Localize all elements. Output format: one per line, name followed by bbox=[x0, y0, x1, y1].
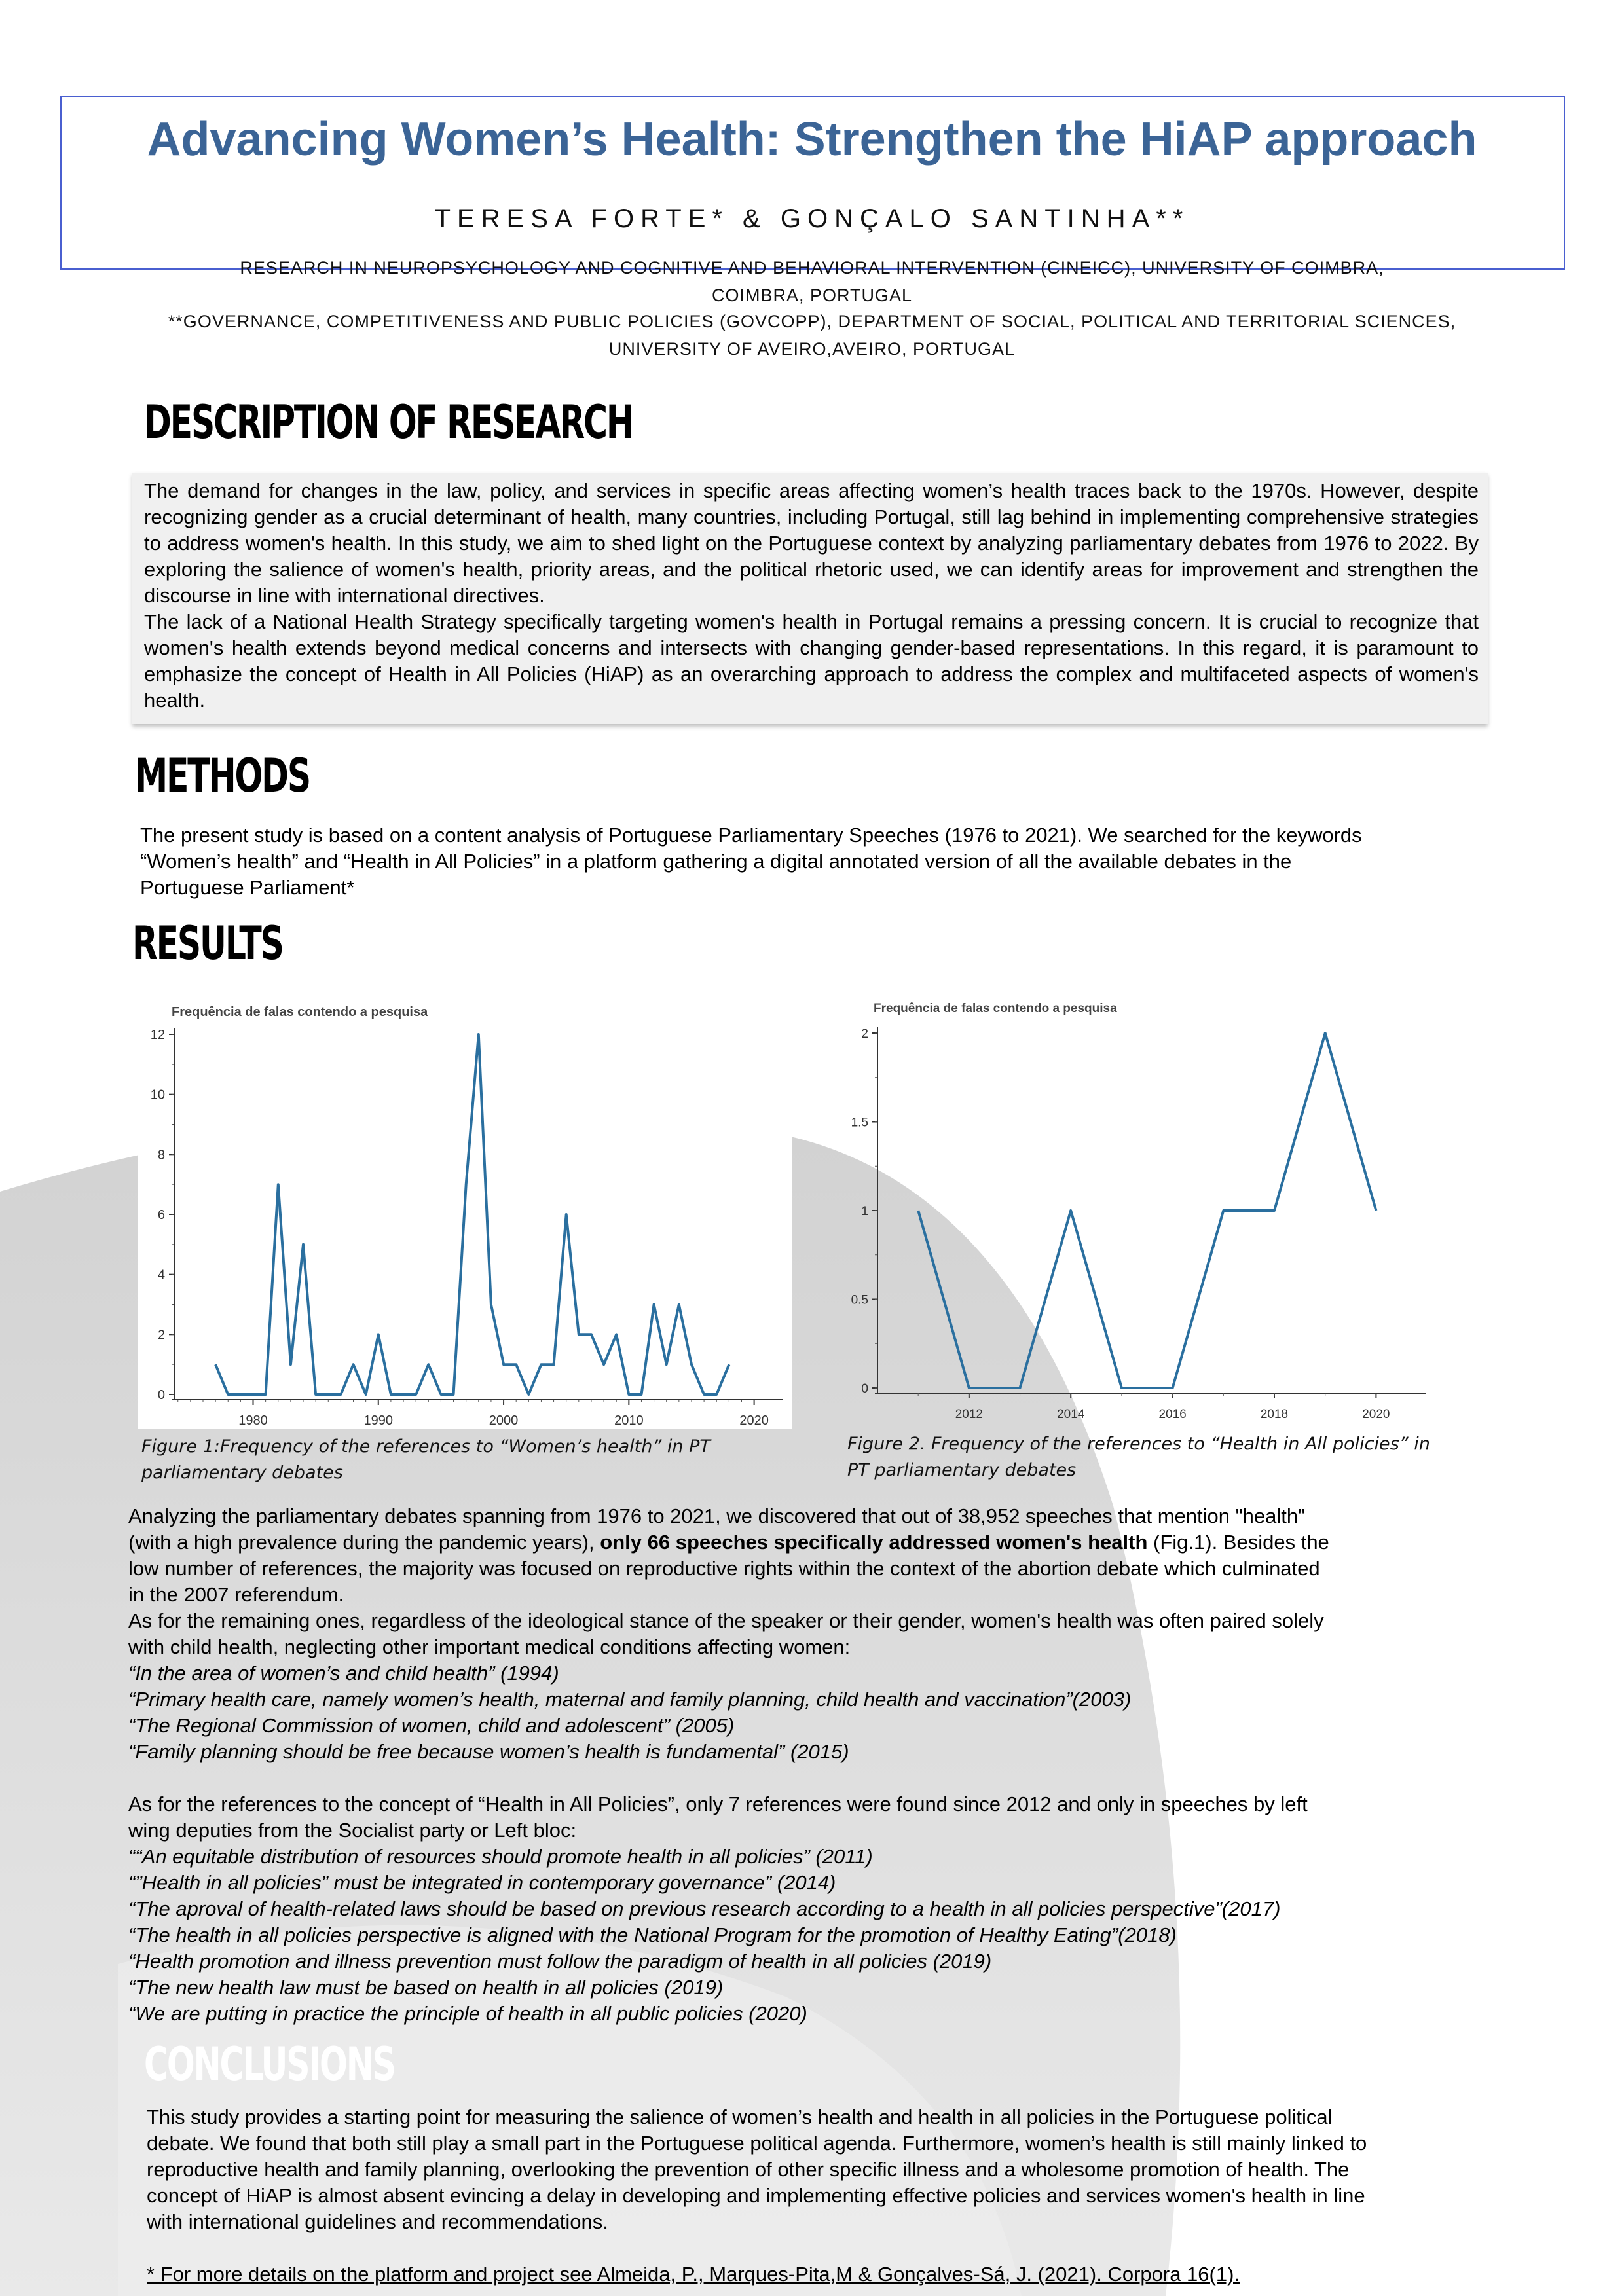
x-tick-label: 1990 bbox=[363, 1413, 394, 1428]
y-tick-label: 0 bbox=[861, 1382, 868, 1396]
y-tick-label: 1 bbox=[861, 1205, 868, 1218]
affiliation-2: **GOVERNANCE, COMPETITIVENESS AND PUBLIC POLICIES (GOVCOPP), DEPARTMENT OF SOCIAL, POLITICAL AND TERRITORIAL SCIENCES, UNIVERSITY OF AVEIRO,AVEIRO, PORTUGAL bbox=[168, 312, 1456, 359]
chart-health-in-all-policies bbox=[825, 987, 1441, 1431]
description-paragraph-1: The demand for changes in the law, policy, and services in specific areas affecting women’s health traces back to the 1970s. However, despite recognizing gender as a crucial determinant of health, many countries, including Portugal, still lag behind in implementing comprehensive strategies to address women's health. In this study, we aim to shed light on the Portuguese context by analyzing parliamentary debates from 1976 to 2022. By exploring the salience of women's health, priority areas, and the political rhetoric used, we can identify areas for improvement and strengthen the discourse in line with international directives. bbox=[144, 479, 1479, 607]
results-heading: RESULTS bbox=[132, 917, 283, 970]
footnote: * For more details on the platform and project see Almeida, P., Marques-Pita,M & Gonçalves-Sá, J. (2021). Corpora 16(1). bbox=[147, 2263, 1240, 2286]
methods-text: The present study is based on a content analysis of Portuguese Parliamentary Speeches (1976 to 2021). We searched for the keywords “Women’s health” and “Health in All Policies” in a platform gathering a digital annotated version of all the available debates in the Portuguese Parliament* bbox=[140, 824, 1362, 899]
key-finding: only 66 speeches specifically addressed women's health bbox=[600, 1531, 1148, 1554]
quote: “Family planning should be free because women’s health is fundamental” (2015) bbox=[128, 1740, 849, 1763]
description-paragraph-2: The lack of a National Health Strategy specifically targeting women's health in Portugal remains a pressing concern. It is crucial to recognize that women's health extends beyond medical concerns and intersects with changing gender-based representations. In this regard, it is paramount to emphasize the concept of Health in All Policies (HiAP) as an overarching approach to address the complex and multifaceted aspects of women's health. bbox=[144, 610, 1479, 712]
y-tick-label: 6 bbox=[157, 1208, 165, 1222]
x-tick-label: 2000 bbox=[489, 1413, 519, 1428]
results-findings: Analyzing the parliamentary debates spanning from 1976 to 2021, we discovered that out of 38,952 speeches that mention "health" (with a high prevalence during the pandemic years), only 66 speeches specifically addressed women's health (Fig.1). Besides the low number of references, the majority was focused on reproductive rights within the context of the abortion debate which culminated in the 2007 referendum. As for the remaining ones, regardless of the ideological stance of the speaker or their gender, women's health was often paired solely with child health, neglecting other important medical conditions affecting women: “In the area of women’s and child health” (1994) “Primary health care, namely women’s health, maternal and family planning, child health and vaccination”(2003) “The Regional Commission of women, child and adolescent” (2005) “Family planning should be free because women’s health is fundamental” (2015) As for the references to the concept of “Health in All Policies”, only 7 references were found since 2012 and only in speeches by left wing deputies from the Socialist party or Left bloc: ““An equitable distribution of resources should promote health in all policies” (2011) “”Health in all policies” must be integrated in contemporary governance” (2014) “The aproval of health-related laws should be based on previous research according to a health in all policies perspective”(2017) “The health in all policies perspective is aligned with the National Program for the promotion of Healthy Eating”(2018) “Health promotion and illness prevention must follow the paradigm of health in all policies (2019) “The new health law must be based on health in all policies (2019) “We are putting in practice the principle of health in all public policies (2020) bbox=[128, 1503, 1329, 2027]
quote: ““An equitable distribution of resources should promote health in all policies” (2011) bbox=[128, 1845, 873, 1868]
x-tick-label: 2012 bbox=[955, 1408, 983, 1421]
chart-title: Frequência de falas contendo a pesquisa bbox=[172, 1005, 428, 1019]
y-tick-label: 12 bbox=[150, 1028, 165, 1042]
chart-womens-health bbox=[138, 989, 792, 1429]
y-tick-label: 8 bbox=[157, 1148, 165, 1163]
x-tick-label: 2016 bbox=[1158, 1408, 1187, 1421]
y-tick-label: 4 bbox=[157, 1267, 165, 1283]
y-tick-label: 2 bbox=[861, 1027, 868, 1041]
quote: “Health promotion and illness prevention must follow the paradigm of health in all policies (2019) bbox=[128, 1950, 992, 1973]
poster-title: Advancing Women’s Health: Strengthen the HiAP approach bbox=[147, 113, 1477, 166]
x-tick-label: 2014 bbox=[1057, 1408, 1085, 1421]
x-tick-label: 2018 bbox=[1260, 1408, 1289, 1421]
description-heading: DESCRIPTION OF RESEARCH bbox=[144, 395, 633, 449]
quote: “The aproval of health-related laws should be based on previous research according to a health in all policies perspective”(2017) bbox=[128, 1897, 1281, 1920]
description-text bbox=[144, 478, 1479, 714]
quote: “In the area of women’s and child health” (1994) bbox=[128, 1662, 559, 1685]
chart-title: Frequência de falas contendo a pesquisa bbox=[874, 1002, 1117, 1015]
y-tick-label: 0.5 bbox=[851, 1293, 868, 1307]
quote: “We are putting in practice the principle of health in all public policies (2020) bbox=[128, 2002, 807, 2025]
figure-2-caption: Figure 2. Frequency of the references to “Health in All policies” in PT parliamentary debates bbox=[847, 1434, 1430, 1480]
quote: “”Health in all policies” must be integrated in contemporary governance” (2014) bbox=[128, 1871, 836, 1894]
figure-1-caption: Figure 1:Frequency of the references to “Women’s health” in PT parliamentary debates bbox=[141, 1436, 710, 1483]
affiliation-1: RESEARCH IN NEUROPSYCHOLOGY AND COGNITIVE AND BEHAVIORAL INTERVENTION (CINEICC), UNIVERSITY OF COIMBRA, COIMBRA, PORTUGAL bbox=[240, 258, 1384, 305]
authors: TERESA FORTE* & GONÇALO SANTINHA** bbox=[434, 204, 1190, 233]
y-tick-label: 1.5 bbox=[851, 1116, 868, 1130]
methods-heading: METHODS bbox=[135, 749, 310, 803]
quote: “The Regional Commission of women, child and adolescent” (2005) bbox=[128, 1714, 735, 1737]
x-tick-label: 1980 bbox=[238, 1413, 268, 1428]
y-tick-label: 0 bbox=[157, 1388, 165, 1402]
x-tick-label: 2020 bbox=[1362, 1408, 1390, 1421]
x-tick-label: 2020 bbox=[739, 1413, 769, 1428]
conclusions-heading: CONCLUSIONS bbox=[144, 2037, 395, 2091]
x-tick-label: 2010 bbox=[614, 1413, 644, 1428]
quote: “Primary health care, namely women’s health, maternal and family planning, child health and vaccination”(2003) bbox=[128, 1688, 1132, 1711]
y-tick-label: 10 bbox=[150, 1087, 165, 1102]
quote: “The health in all policies perspective is aligned with the National Program for the promotion of Healthy Eating”(2018) bbox=[128, 1923, 1177, 1946]
series-line bbox=[918, 1033, 1376, 1388]
conclusions-text: This study provides a starting point for measuring the salience of women’s health and health in all policies in the Portuguese political debate. We found that both still play a small part in the Portuguese political agenda. Furthermore, women’s health is still mainly linked to reproductive health and family planning, overlooking the prevention of other specific illness and a wholesome promotion of health. The concept of HiAP is almost absent evincing a delay in developing and implementing effective policies and services women's health in line with international guidelines and recommendations. * For more details on the platform and project see Almeida, P., Marques-Pita,M & Gonçalves-Sá, J. (2021). Corpora 16(1). bbox=[147, 2104, 1367, 2287]
quote: “The new health law must be based on health in all policies (2019) bbox=[128, 1976, 724, 1999]
y-tick-label: 2 bbox=[157, 1328, 165, 1343]
